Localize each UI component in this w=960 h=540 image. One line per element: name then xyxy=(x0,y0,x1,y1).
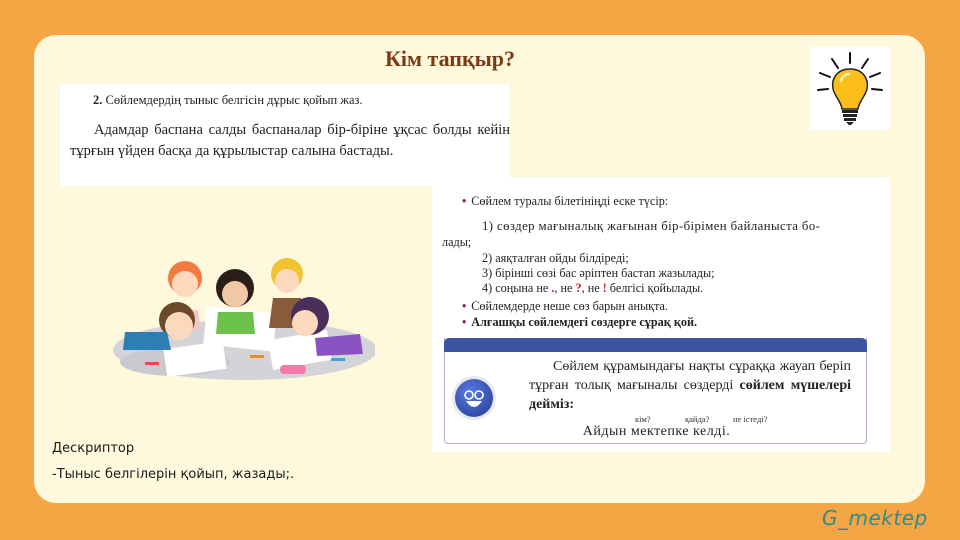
definition-text: Сөйлем құрамындағы нақты сұраққа жауап беріп тұрған толық мағыналы сөздерді сөйлем мүшелері дейміз: xyxy=(529,359,852,412)
rule-item-1-cont: лады; xyxy=(442,235,472,249)
exercise-text: Адамдар баспана салды баспаналар бір-біріне ұқсас болды кейін тұрғын үйден басқа да құрылыстар салына бастады. xyxy=(70,122,510,159)
question-what-did: не істеді? xyxy=(733,414,768,424)
question-where: қайда? xyxy=(685,414,710,424)
descriptor-block xyxy=(52,436,294,488)
rule-item-2: 2) аяқталған ойды білдіреді; xyxy=(482,251,629,265)
rule-item-3: 3) бірінші сөзі бас әріптен бастап жазылады; xyxy=(482,266,715,280)
exercise-card xyxy=(60,84,510,186)
brand-logo: G_mektep xyxy=(822,506,928,530)
rule-bullet-3: • Алғашқы сөйлемдегі сөздерге сұрақ қой. xyxy=(462,315,698,329)
rule-bullet-2: • Сөйлемдерде неше сөз барын анықта. xyxy=(462,299,669,313)
exercise-instruction xyxy=(93,93,363,108)
rule-item-4: 4) соңына не ., не ?, не ! белгісі қойылады. xyxy=(482,281,704,295)
definition-example: Айдын мектепке келді. xyxy=(582,424,731,439)
descriptor-heading: Дескриптор xyxy=(52,441,135,456)
rule-bullet-1: • Сөйлем туралы білетініңді еске түсір: xyxy=(462,194,669,208)
rule-item-1: 1) сөздер мағыналық жағынан бір-бірімен байланыста бо- xyxy=(482,219,821,233)
rules-card xyxy=(432,177,890,452)
owl-icon xyxy=(455,379,493,417)
definition-box xyxy=(444,338,867,444)
children-drawing-illustration xyxy=(105,250,375,385)
lightbulb-card xyxy=(810,47,890,130)
exercise-number: 2. xyxy=(93,93,103,107)
exercise-instruction-text: Сөйлемдердің тыныс белгісін дұрыс қойып жаз. xyxy=(105,93,363,107)
definition-term: сөйлем мүшелері дейміз: xyxy=(529,378,852,412)
slide-title: Кім тапқыр? xyxy=(384,46,516,71)
definition-header-bar xyxy=(444,338,867,352)
bullet-dot-icon: • xyxy=(462,299,467,313)
bullet-dot-icon: • xyxy=(462,315,467,329)
bullet-dot-icon: • xyxy=(462,194,467,208)
question-who: кім? xyxy=(635,414,651,424)
lightbulb-icon xyxy=(810,47,890,130)
descriptor-item: -Тыныс белгілерін қойып, жазады;. xyxy=(52,467,295,482)
